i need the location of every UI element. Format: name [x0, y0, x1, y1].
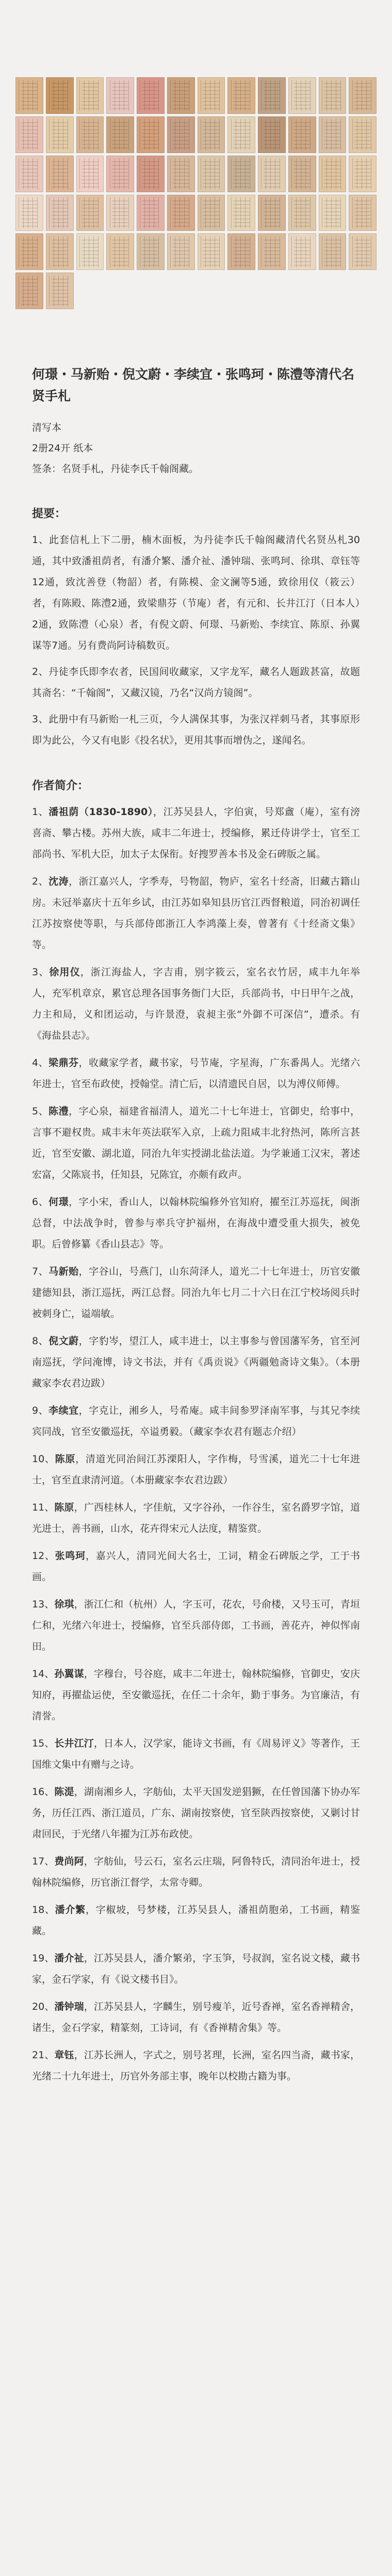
author-number: 1、	[32, 806, 49, 818]
thumbnail-grid	[15, 77, 377, 309]
author-name: 陈原	[55, 1453, 76, 1465]
author-entry	[32, 1782, 360, 1845]
author-separator: ，	[85, 1550, 96, 1562]
letter-thumbnail[interactable]	[106, 116, 134, 153]
author-separator: ，	[69, 1106, 79, 1117]
letter-thumbnail[interactable]	[167, 156, 195, 192]
author-bio: 浙江仁和（杭州）人，字玉可，花农，号俞楼，又号玉可，青垣仁和，光绪六年进士，授编修，官至兵部侍郎，工书画，善花卉，神似恽南田。	[32, 1599, 360, 1652]
author-number: 12、	[32, 1550, 55, 1562]
letter-thumbnail[interactable]	[227, 77, 255, 114]
letter-thumbnail[interactable]	[15, 156, 43, 192]
author-separator: ，	[84, 1953, 94, 1964]
author-number: 3、	[32, 967, 50, 978]
author-entry	[32, 2045, 360, 2087]
author-number: 13、	[32, 1599, 55, 1610]
author-entry	[32, 1900, 360, 1942]
author-entry	[32, 1449, 360, 1491]
letter-thumbnail[interactable]	[137, 156, 165, 192]
author-name: 潘祖荫（1830-1890）	[48, 806, 153, 818]
author-name: 张鸣珂	[55, 1550, 86, 1562]
author-name: 潘介繁	[55, 1904, 86, 1916]
letter-thumbnail[interactable]	[319, 156, 347, 192]
letter-thumbnail[interactable]	[258, 116, 286, 153]
author-number: 14、	[32, 1668, 55, 1680]
author-entry	[32, 1996, 360, 2039]
author-number: 11、	[32, 1502, 55, 1513]
author-number: 21、	[32, 2049, 55, 2061]
author-bio: 字小宋，香山人，以翰林院编修外官知府，擢至江苏巡抚，闽浙总督，中法战争时，曾参与率兵守护福州，在海战中遭受重大损失，被免职。后曾修纂《香山县志》等。	[32, 1196, 360, 1250]
author-name: 费尚阿	[54, 1856, 84, 1867]
author-name: 沈涛	[48, 876, 69, 887]
author-entry	[32, 1546, 360, 1588]
product-title: 何璟・马新贻・倪文蔚・李续宜・张鸣珂・陈澧等清代名贤手札	[32, 367, 355, 403]
notes-heading: 提要：	[32, 507, 67, 520]
author-separator: ，	[78, 1405, 89, 1416]
letter-thumbnail[interactable]	[15, 77, 43, 114]
author-entry	[32, 1851, 360, 1893]
author-entry	[32, 962, 360, 1046]
letter-thumbnail[interactable]	[167, 116, 195, 153]
author-entry	[32, 1497, 360, 1539]
letter-thumbnail[interactable]	[349, 156, 377, 192]
author-separator: ，	[78, 1335, 89, 1347]
author-separator: ，	[69, 1196, 79, 1208]
letter-thumbnail[interactable]	[137, 233, 165, 270]
author-separator: ，	[84, 1668, 94, 1680]
author-name: 徐用仪	[49, 967, 80, 978]
author-entry	[32, 1053, 360, 1095]
letter-thumbnail[interactable]	[76, 233, 104, 270]
letter-thumbnail[interactable]	[15, 233, 43, 270]
author-name: 章钰	[54, 2049, 74, 2061]
author-bio: 江苏吴县人，字伯寅，号郑盦（庵），室有滂喜斋、攀古楼。苏州大族，咸丰二年进士，授编修，累迁侍讲学士，官至工部尚书、军机大臣，加太子太保衔。好搜罗善本书及金石碑版之属。	[32, 806, 360, 860]
author-bio: 收藏家学者，藏书家，号节庵，字星海，广东番禺人。光绪六年进士，官至布政使，授翰堂。清亡后，以清遗民自居，以为溥仪师傅。	[32, 1057, 360, 1090]
author-entry	[32, 1733, 360, 1775]
author-number: 15、	[32, 1738, 55, 1749]
letter-thumbnail[interactable]	[106, 77, 134, 114]
author-name: 李续宜	[48, 1405, 79, 1416]
author-number: 19、	[32, 1953, 55, 1964]
author-bio: 广西桂林人，字佳航，又字谷孙，一作谷生，室名爵罗字馆，道光进士，善书画，山水，花卉得宋元人法度，精鉴赏。	[32, 1502, 360, 1534]
author-number: 5、	[32, 1106, 49, 1117]
letter-thumbnail[interactable]	[288, 233, 316, 270]
format-line: 清写本	[32, 422, 62, 433]
letter-thumbnail[interactable]	[258, 233, 286, 270]
letter-thumbnail[interactable]	[288, 156, 316, 192]
author-entry	[32, 1948, 360, 1990]
author-separator: ，	[85, 1904, 96, 1916]
letter-thumbnail[interactable]	[15, 116, 43, 153]
author-name: 徐琪	[54, 1599, 74, 1610]
author-name: 孙翼谋	[54, 1668, 84, 1680]
author-bio: 湖南湘乡人，字舫仙，太平天国发逆猖獗，在任曾国藩下协办军务，历任江西、浙江道员，广东、湖南按察使，官至陕西按察使，又剿讨甘肃回民，于光绪八年擢为江苏布政使。	[32, 1786, 360, 1840]
author-number: 9、	[32, 1405, 49, 1416]
author-entry	[32, 871, 360, 956]
note-paragraph: 1、此套信札上下二册，楠木面板，为丹徒李氏千翰阁藏清代名贤丛札30通，其中致潘祖荫者，有潘介繁、潘介祉、潘钟瑞、张鸣珂、徐琪、章钰等12通，致沈善登（物韶）者，有陈模、金文澜等5通，致徐用仪（筱云）者，有陈殿、陈澧2通，致梁鼎芬（节庵）者，有元和、长井江汀（日本人）2通，致陈澧（心泉）者，有倪文蔚、何璟、马新贻、李续宜、陈原、孙翼谋等7通。另有费尚阿诗稿数页。	[32, 534, 360, 651]
letter-thumbnail[interactable]	[349, 233, 377, 270]
letter-thumbnail[interactable]	[167, 195, 195, 231]
author-bio: 字舫仙，号云石，室名云庄瑞，阿鲁特氏，清同治年进士，授翰林院编修，历官浙江督学，太常寺卿。	[32, 1856, 360, 1888]
author-separator: ，	[93, 1738, 104, 1749]
letter-thumbnail[interactable]	[198, 195, 225, 231]
author-entry	[32, 1192, 360, 1255]
letter-thumbnail[interactable]	[288, 116, 316, 153]
author-separator: ，	[74, 1599, 84, 1610]
author-name: 梁鼎芬	[48, 1057, 79, 1069]
author-entry	[32, 802, 360, 865]
author-bio: 江苏吴县人，字麟生，别号瘦羊，近号香禅，室名香禅精舍，诸生，金石学家，精篆刻，工诗词，有《香禅精舍集》等。	[32, 2001, 360, 2033]
letter-thumbnail[interactable]	[319, 116, 347, 153]
letter-thumbnail[interactable]	[349, 195, 377, 231]
letter-thumbnail[interactable]	[288, 77, 316, 114]
author-bio: 字谷山，号燕门，山东菏泽人，道光二十七年进士，历官安徽建德知县，浙江巡抚，两江总督。同治九年七月二十六日在江宁校场阅兵时被刺身亡，谥端敏。	[32, 1266, 360, 1319]
inscription-line: 签条：名贤手札，丹徒李氏千翰阁藏。	[32, 463, 199, 474]
author-separator: ，	[69, 876, 79, 887]
author-separator: ，	[84, 1856, 94, 1867]
letter-thumbnail[interactable]	[319, 233, 347, 270]
author-separator: ，	[84, 2001, 94, 2012]
letter-thumbnail[interactable]	[227, 195, 255, 231]
letter-thumbnail[interactable]	[198, 233, 225, 270]
author-separator: ，	[74, 2049, 84, 2061]
author-entry	[32, 1664, 360, 1727]
letter-thumbnail[interactable]	[288, 195, 316, 231]
author-number: 4、	[32, 1057, 49, 1069]
author-number: 20、	[32, 2001, 55, 2012]
letter-thumbnail[interactable]	[76, 156, 104, 192]
letter-thumbnail[interactable]	[15, 195, 43, 231]
letter-thumbnail[interactable]	[106, 156, 134, 192]
author-separator: ，	[78, 1266, 89, 1277]
author-separator: ，	[74, 1786, 84, 1798]
author-separator: ，	[78, 1057, 89, 1069]
letter-thumbnail[interactable]	[76, 195, 104, 231]
letter-thumbnail[interactable]	[106, 195, 134, 231]
letter-thumbnail[interactable]	[137, 116, 165, 153]
author-bio: 浙江嘉兴人，字季寿，号物韶，物庐，室名十经斋，旧藏古籍山房。未冠举嘉庆十五年乡试，由江苏如皋知县历官江西督粮道，同治初调任江苏按察使等职，与兵部侍郎浙江人李鸿藻上奏，曾著有《十经斋文集》等。	[32, 876, 360, 951]
letter-thumbnail[interactable]	[258, 195, 286, 231]
letter-thumbnail[interactable]	[349, 116, 377, 153]
letter-thumbnail[interactable]	[227, 116, 255, 153]
author-separator: ，	[74, 1502, 84, 1513]
letter-thumbnail[interactable]	[167, 77, 195, 114]
author-entry	[32, 1101, 360, 1185]
author-bio: 字克让，湘乡人，号希庵。咸丰间参罗泽南军事，与其兄李续宾同战，官至安徽巡抚，卒谥勇毅。（藏家李农君有题志介绍）	[32, 1405, 360, 1437]
letter-thumbnail[interactable]	[46, 116, 74, 153]
author-number: 10、	[32, 1453, 55, 1465]
letter-thumbnail[interactable]	[258, 77, 286, 114]
author-entry	[32, 1331, 360, 1394]
letter-thumbnail[interactable]	[137, 195, 165, 231]
author-name: 陈原	[54, 1502, 74, 1513]
author-name: 何璟	[48, 1196, 69, 1208]
author-bio: 字心泉，福建省福清人，道光二十七年进士，官御史，给事中，言事不避权贵。咸丰末年英法联军入京，上疏力阻咸丰北狩热河，陈所言甚近，官至安徽、湖北道，同治九年实授湖北盐法道。为学兼通工汉宋，著述宏富，父陈宸书，任知县，兄陈宜，亦颇有政声。	[32, 1106, 360, 1180]
letter-thumbnail[interactable]	[258, 156, 286, 192]
size-line: 2册24开 纸本	[32, 443, 93, 454]
letter-thumbnail[interactable]	[227, 233, 255, 270]
author-separator: ，	[80, 967, 91, 978]
author-number: 8、	[32, 1335, 49, 1347]
letter-thumbnail[interactable]	[167, 233, 195, 270]
note-paragraph: 2、丹徒李氏即李农者，民国间收藏家，又字龙军，藏名人题跋甚富，故题其斋名：“千翰阁”，又藏汉镜，乃名“汉尚方镜阁”。	[32, 666, 360, 699]
author-bio: 清道光同治间江苏溧阳人，字作梅，号雪溪，道光二十七年进士，官至直隶清河道。（本册藏家李农君边跋）	[32, 1453, 360, 1486]
author-name: 潘钟瑞	[54, 2001, 84, 2012]
letter-thumbnail[interactable]	[349, 77, 377, 114]
letter-thumbnail[interactable]	[46, 77, 74, 114]
author-bio: 字豹岑，望江人，咸丰进士，以主事参与曾国藩军务，官至河南巡抚，学问淹博，诗文书法，并有《禹贡说》《两疆勉斋诗文集》。（本册藏家李农君边跋）	[32, 1335, 360, 1389]
product-description	[32, 364, 360, 2093]
letter-thumbnail[interactable]	[137, 77, 165, 114]
author-bio: 浙江海盐人，字吉甫，别字筱云，室名衣竹居，咸丰九年举人，充军机章京，累官总理各国事务衙门大臣，兵部尚书，中日甲午之战，力主和局，义和团运动，与许景澄，袁昶主张“外御不可深信”，遭杀。有《海盐县志》。	[32, 967, 360, 1041]
author-entry	[32, 1261, 360, 1325]
author-name: 马新贻	[48, 1266, 79, 1277]
author-separator: ，	[75, 1453, 86, 1465]
author-number: 7、	[32, 1266, 49, 1277]
note-paragraph: 3、此册中有马新贻一札三页，今人满保其事，为张汉祥刺马者，其事原形即为此公，今又有电影《投名状》，更用其事而增伪之，遂闻名。	[32, 714, 360, 746]
letter-thumbnail[interactable]	[198, 156, 225, 192]
authors-heading: 作者简介：	[32, 779, 89, 792]
letter-thumbnail[interactable]	[46, 195, 74, 231]
author-bio: 日本人，汉学家，能诗文书画，有《周易评义》等著作，王国维文集中有赠与之诗。	[32, 1738, 360, 1770]
letter-thumbnail[interactable]	[76, 116, 104, 153]
author-entry	[32, 1594, 360, 1657]
letter-thumbnail[interactable]	[106, 233, 134, 270]
author-number: 18、	[32, 1904, 55, 1916]
author-bio: 字椒坡，号梦楼，江苏吴县人，潘祖荫胞弟，工书画，精鉴藏。	[32, 1904, 360, 1937]
author-name: 陈湜	[54, 1786, 74, 1798]
letter-thumbnail[interactable]	[319, 195, 347, 231]
author-number: 2、	[32, 876, 49, 887]
authors-list	[32, 802, 360, 2087]
letter-thumbnail[interactable]	[198, 77, 225, 114]
author-bio: 嘉兴人，清同光间大名士，工词，精金石碑版之学，工于书画。	[32, 1550, 360, 1583]
author-name: 潘介祉	[54, 1953, 84, 1964]
author-name: 陈澧	[48, 1106, 69, 1117]
author-number: 16、	[32, 1786, 55, 1798]
author-name: 倪文蔚	[48, 1335, 79, 1347]
author-bio: 江苏吴县人，潘介繁弟，字玉笋，号叔润，室名说文楼，藏书家，金石学家，有《说文楼书目》。	[32, 1953, 360, 1985]
author-entry	[32, 1400, 360, 1443]
author-bio: 字穆台，号谷庭，咸丰二年进士，翰林院编修，官御史，安庆知府，再擢盐运使，至安徽巡抚，在任二十余年，勤于事务。为官廉洁，有清誉。	[32, 1668, 360, 1722]
letter-thumbnail[interactable]	[76, 77, 104, 114]
notes-list	[32, 530, 360, 751]
letter-thumbnail[interactable]	[319, 77, 347, 114]
letter-thumbnail[interactable]	[15, 273, 43, 309]
author-number: 6、	[32, 1196, 49, 1208]
author-name: 长井江汀	[54, 1738, 94, 1749]
letter-thumbnail[interactable]	[227, 156, 255, 192]
author-separator: ，	[153, 806, 164, 818]
author-number: 17、	[32, 1856, 55, 1867]
letter-thumbnail[interactable]	[46, 233, 74, 270]
letter-thumbnail[interactable]	[46, 156, 74, 192]
author-bio: 江苏长洲人，字式之，别号茗理，长洲，室名四当斋，藏书家，光绪二十九年进士，历官外务部主事，晚年以校勘古籍为事。	[32, 2049, 360, 2082]
letter-thumbnail[interactable]	[46, 273, 74, 309]
letter-thumbnail[interactable]	[198, 116, 225, 153]
